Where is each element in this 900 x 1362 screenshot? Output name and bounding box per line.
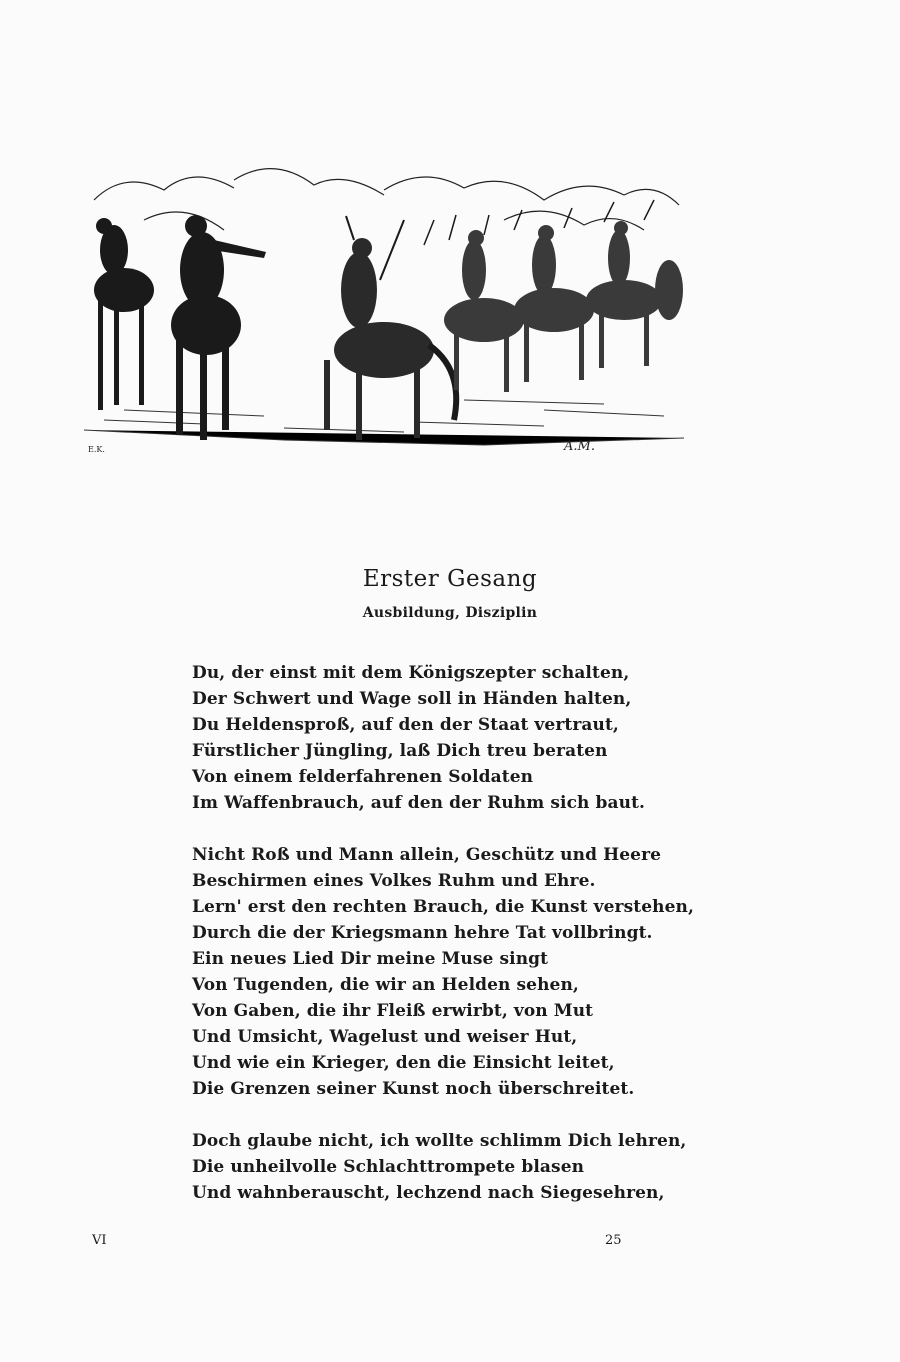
page-number: 25	[605, 1233, 622, 1248]
poem-line: Die unheilvolle Schlachttrompete blasen	[192, 1157, 585, 1177]
poem-line: Doch glaube nicht, ich wollte schlimm Dich lehren,	[192, 1131, 687, 1151]
artist-mark-left: E.K.	[88, 445, 105, 454]
poem-line: Von Tugenden, die wir an Helden sehen,	[192, 975, 579, 995]
poem-line: Beschirmen eines Volkes Ruhm und Ehre.	[192, 871, 596, 891]
chapter-title: Erster Gesang	[362, 566, 538, 592]
poem-line: Nicht Roß und Mann allein, Geschütz und Heere	[192, 845, 662, 865]
poem-line: Und wahnberauscht, lechzend nach Siegesehren,	[192, 1183, 665, 1203]
stanza-2	[192, 842, 694, 1102]
poem-line: Du, der einst mit dem Königszepter schalten,	[192, 663, 630, 683]
chapter-subtitle: Ausbildung, Disziplin	[362, 605, 538, 621]
poem-line: Von einem felderfahrenen Soldaten	[192, 767, 534, 787]
signature-mark: VI	[92, 1233, 107, 1248]
poem-line: Und Umsicht, Wagelust und weiser Hut,	[192, 1027, 578, 1047]
stanza-1	[192, 660, 646, 816]
stanza-3	[192, 1128, 687, 1206]
poem-line: Du Heldensproß, auf den der Staat vertraut,	[192, 715, 619, 735]
poem-line: Die Grenzen seiner Kunst noch überschreitet.	[192, 1079, 635, 1099]
poem-line: Lern' erst den rechten Brauch, die Kunst verstehen,	[192, 897, 694, 917]
poem-body	[192, 660, 694, 1232]
poem-line: Von Gaben, die ihr Fleiß erwirbt, von Mut	[192, 1001, 594, 1021]
poem-line: Ein neues Lied Dir meine Muse singt	[192, 949, 549, 969]
poem-line: Der Schwert und Wage soll in Händen halten,	[192, 689, 632, 709]
cavalry-engraving-drawing	[84, 160, 684, 460]
poem-line: Und wie ein Krieger, den die Einsicht leitet,	[192, 1053, 615, 1073]
poem-line: Fürstlicher Jüngling, laß Dich treu beraten	[192, 741, 608, 761]
poem-line: Durch die der Kriegsmann hehre Tat vollbringt.	[192, 923, 653, 943]
cavalry-engraving	[84, 160, 684, 460]
poem-line: Im Waffenbrauch, auf den der Ruhm sich baut.	[192, 793, 646, 813]
artist-mark-right: A.M.	[564, 439, 595, 454]
